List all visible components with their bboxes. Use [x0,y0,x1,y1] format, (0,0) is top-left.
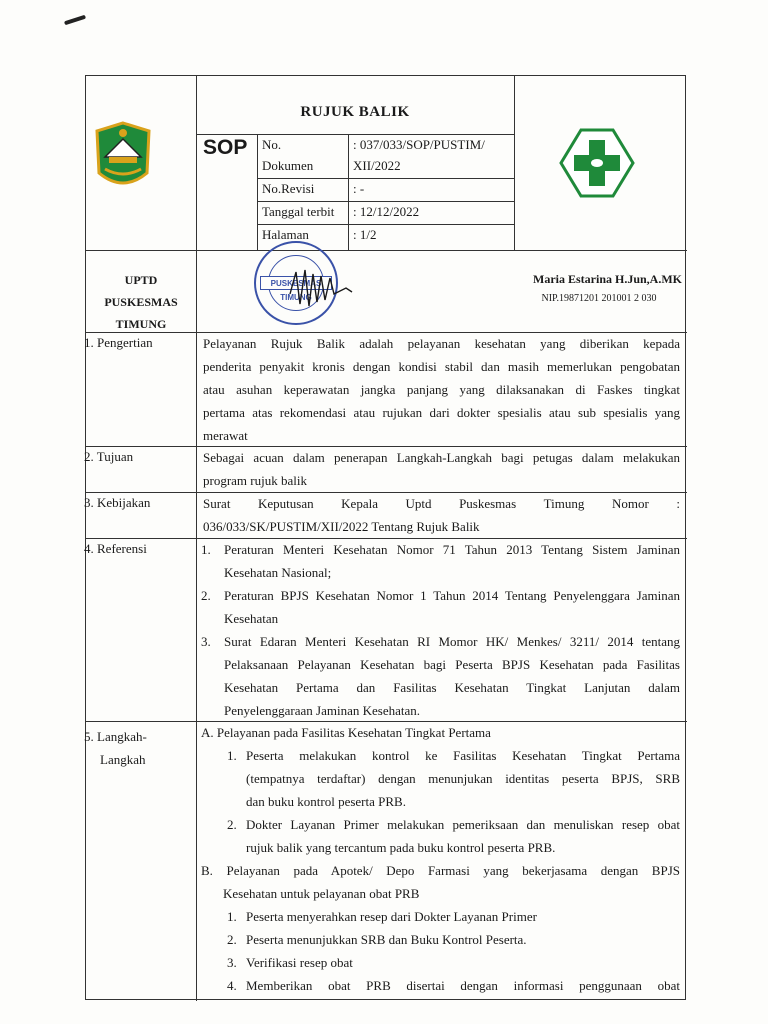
official-stamp: PUSKESMAS TIMUNG [254,241,338,325]
tanggal-terbit-value: : 12/12/2022 [353,204,420,219]
langkah-a-item: 2. Dokter Layanan Primer melakukan pemeriksaan dan menuliskan resep obat rujuk balik yang tercantum pada buku kontrol peserta PRB. [227,817,680,855]
langkah-b-item: 2. Peserta menunjukkan SRB dan Buku Kontrol Peserta. [227,932,527,947]
puskesmas-logo [559,128,635,198]
kebijakan-text: Surat Keputusan Kepala Uptd Puskesmas Timung Nomor : 036/033/SK/PUSTIM/XII/2022 Tentang Rujuk Balik [203,496,680,534]
no-revisi-value: : - [353,181,365,196]
sop-document [85,75,686,1000]
referensi-item: 1. Peraturan Menteri Kesehatan Nomor 71 Tahun 2013 Tentang Sistem Jaminan Kesehatan Nasional; [201,542,680,580]
kabupaten-logo [91,121,155,193]
halaman-value: : 1/2 [353,227,377,242]
tanggal-terbit-label: Tanggal terbit [262,204,335,219]
document-title: RUJUK BALIK [300,104,410,120]
signer-name: Maria Estarina H.Jun,A.MK [533,272,682,286]
langkah-b-item: 1. Peserta menyerahkan resep dari Dokter Layanan Primer [227,909,537,924]
no-dokumen-value: : 037/033/SOP/PUSTIM/ XII/2022 [353,137,485,173]
langkah-b-heading: B. Pelayanan pada Apotek/ Depo Farmasi yang bekerjasama dengan BPJS [201,863,680,878]
tujuan-text: Sebagai acuan dalam penerapan Langkah-Langkah bagi petugas dalam melakukan program rujuk balik [203,450,680,488]
pengertian-text: Pelayanan Rujuk Balik adalah pelayanan kesehatan yang diberikan kepada penderita penyakit kronis dengan kondisi stabil dan masih memerlukan pengobatan atau asuhan keperawatan jangka panjang yang dilaksanakan di Faskes tingkat pertama atas rekomendasi atau rujukan dari dokter spesialis atau sub spesialis yang merawat [203,336,680,443]
referensi-item: 2. Peraturan BPJS Kesehatan Nomor 1 Tahun 2014 Tentang Penyelenggara Jaminan Kesehatan [201,588,680,626]
section-label-langkah: 5. Langkah- Langkah [84,729,147,767]
pen-mark [64,15,86,26]
langkah-b-item: 3. Verifikasi resep obat [227,955,353,970]
section-label-kebijakan: 3. Kebijakan [84,495,151,510]
langkah-a-item: 1. Peserta melakukan kontrol ke Fasilitas Kesehatan Tingkat Pertama (tempatnya terdaftar) dengan menunjukan identitas peserta BPJS, SRB dan buku kontrol peserta PRB. [227,748,680,809]
section-label-referensi: 4. Referensi [84,541,147,556]
organization-name: UPTD PUSKESMAS TIMUNG [104,273,178,331]
halaman-label: Halaman [262,227,309,242]
referensi-item: 3. Surat Edaran Menteri Kesehatan RI Momor HK/ Menkes/ 3211/ 2014 tentang Pelaksanaan Pelayanan Kesehatan bagi Peserta BPJS Kesehatan pada Fasilitas Kesehatan Pertama dan Fasilitas Kesehatan Tingkat Lanjutan dalam Penyelenggaraan Jaminan Kesehatan. [201,634,680,718]
no-dokumen-label: No. Dokumen [262,137,314,173]
section-label-tujuan: 2. Tujuan [84,449,134,464]
sop-label: SOP [203,136,248,159]
langkah-b-heading-cont: Kesehatan untuk pelayanan obat PRB [223,886,420,901]
langkah-list [201,721,680,997]
signature [286,264,356,314]
no-revisi-label: No.Revisi [262,181,315,196]
langkah-a-heading: A. Pelayanan pada Fasilitas Kesehatan Tingkat Pertama [201,725,491,740]
signer-nip: NIP.19871201 201001 2 030 [541,293,657,304]
langkah-b-item: 4. Memberikan obat PRB disertai dengan informasi penggunaan obat [227,978,680,993]
section-label-pengertian: 1. Pengertian [84,335,153,350]
referensi-list [201,538,680,722]
